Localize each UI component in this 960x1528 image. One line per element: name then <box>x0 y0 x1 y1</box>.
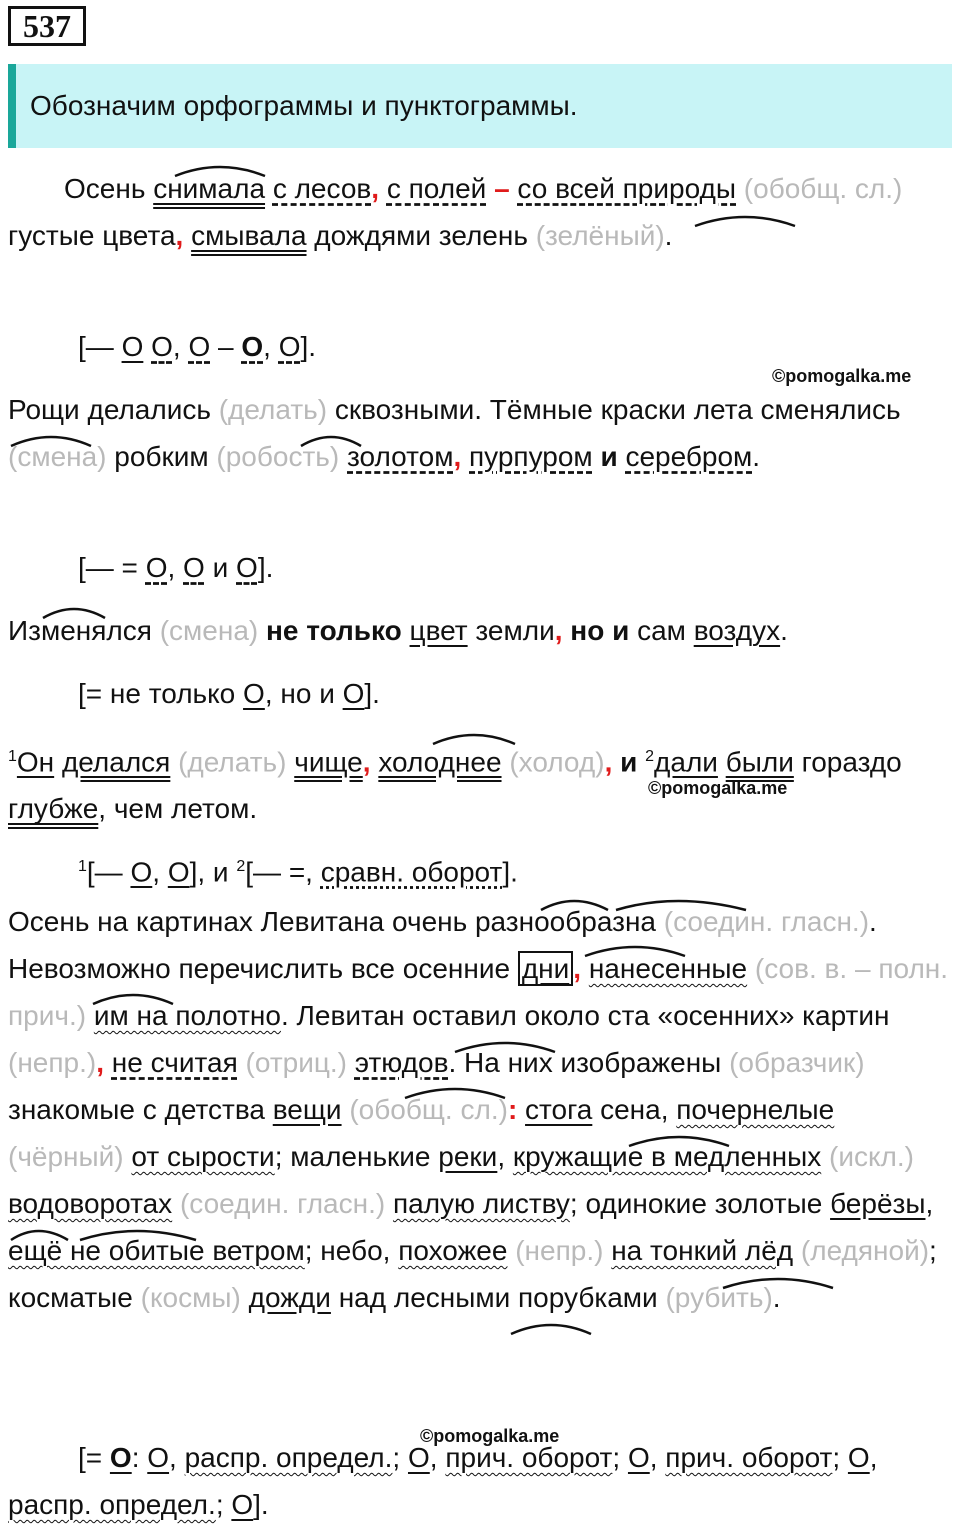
grammar-note: (соедин. гласн.) <box>663 906 870 937</box>
text <box>581 953 589 984</box>
text: , <box>869 1442 878 1473</box>
task-text: Обозначим орфограммы и пунктограммы. <box>30 90 578 121</box>
text: , <box>152 856 168 888</box>
text: [= не только <box>78 678 244 709</box>
text: , но и <box>264 678 343 709</box>
text: гораздо <box>793 746 902 778</box>
task-banner <box>8 64 952 148</box>
text: ; одинокие золотые <box>569 1188 831 1219</box>
scheme-5 <box>8 1434 952 1528</box>
text: . На них изображены <box>448 1047 730 1078</box>
text: . Невозможно перечислить все осенние <box>8 906 877 984</box>
text: , <box>429 1442 446 1473</box>
adverbial: этюдов <box>354 1047 449 1078</box>
text: ]. <box>300 331 317 362</box>
text: : <box>131 1442 148 1473</box>
text: [— <box>86 856 131 888</box>
grammar-note: (смена) <box>8 441 107 472</box>
text <box>265 173 273 204</box>
text: ]. <box>253 1489 269 1520</box>
scheme-member: О <box>121 331 144 362</box>
predicate: были <box>725 746 794 778</box>
text: Осень <box>64 173 154 204</box>
punctuation-mark: , <box>175 220 184 251</box>
text <box>517 1094 525 1125</box>
scheme-member: О <box>183 552 205 583</box>
text: . <box>780 615 788 646</box>
text <box>461 441 469 472</box>
adverbial: с полей <box>386 173 487 204</box>
grammar-note: (делать) <box>178 746 287 778</box>
grammar-note: (робость) <box>216 441 340 472</box>
text <box>486 173 494 204</box>
grammar-note: (зелёный) <box>535 220 665 251</box>
clause-index: 1 <box>78 858 87 875</box>
text <box>637 746 645 777</box>
text: , чем летом. <box>98 793 258 825</box>
punctuation-mark: : <box>507 1094 518 1125</box>
paragraph-3 <box>8 607 952 654</box>
text: . <box>752 441 761 472</box>
text: ; косматые <box>8 1235 937 1313</box>
scheme-member: О <box>167 856 190 888</box>
text: . <box>772 1282 781 1313</box>
text: , <box>167 552 184 583</box>
text: , <box>172 331 189 362</box>
punctuation-mark: , <box>604 746 613 778</box>
predicate: делался <box>61 746 171 778</box>
scheme-4 <box>78 843 518 895</box>
object: серебром <box>625 441 753 472</box>
text <box>379 173 387 204</box>
text: ]. <box>257 552 274 583</box>
participle-phrase: водоворотах <box>8 1188 173 1219</box>
grammar-note: (образчик) <box>729 1047 865 1078</box>
grammar-note: (соедин. гласн.) <box>179 1188 386 1219</box>
predicate: глубже <box>8 793 99 825</box>
grammar-note: (рубить) <box>665 1282 773 1313</box>
text <box>241 1282 249 1313</box>
text: [— =, <box>245 856 321 888</box>
conjunction: и <box>620 746 638 778</box>
grammar-note: (непр.) <box>515 1235 604 1266</box>
participle-phrase: почернелые <box>676 1094 835 1125</box>
scheme-member: прич. оборот <box>665 1442 833 1473</box>
text: Изменялся <box>8 615 160 646</box>
text <box>183 220 191 251</box>
scheme-member: О <box>847 1442 870 1473</box>
text: Рощи делались <box>8 394 219 425</box>
participle-phrase: палую листву <box>392 1188 570 1219</box>
paragraph-4 <box>8 733 952 832</box>
participle-phrase: от сырости <box>131 1141 275 1172</box>
text: [— <box>78 331 122 362</box>
scheme-member: О <box>130 856 153 888</box>
scheme-member: сравн. оборот <box>320 856 503 888</box>
text: [— = <box>78 552 146 583</box>
predicate: чище <box>294 746 363 778</box>
subject: реки <box>438 1141 498 1172</box>
paragraph-1 <box>8 165 952 259</box>
grammar-note: (искл.) <box>829 1141 914 1172</box>
grammar-note: (сов. в. – полн. прич.) <box>8 953 949 1031</box>
text: над лесными порубками <box>330 1282 666 1313</box>
text: ]. <box>364 678 380 709</box>
text <box>385 1188 393 1219</box>
adverbial: не считая <box>111 1047 238 1078</box>
scheme-member: О <box>231 1489 254 1520</box>
subject: дожди <box>248 1282 331 1313</box>
grammar-note: (непр.) <box>8 1047 97 1078</box>
text: . Левитан оставил около ста «осенних» картин <box>280 1000 890 1031</box>
participle-phrase: ещё не обитые ветром <box>8 1235 305 1266</box>
adjective-phrase: похожее <box>398 1235 508 1266</box>
text <box>402 615 410 646</box>
punctuation-mark: , <box>453 441 462 472</box>
text <box>238 1047 246 1078</box>
text: робким <box>106 441 217 472</box>
clause-index: 2 <box>236 858 246 875</box>
text: ], и <box>189 856 237 888</box>
scheme-member: О <box>188 331 211 362</box>
text <box>736 173 744 204</box>
scheme-member: О <box>278 331 301 362</box>
paragraph-5 <box>8 898 952 1321</box>
participle-phrase: им на полотно <box>93 1000 281 1031</box>
punctuation-mark: , <box>573 953 582 984</box>
predicate: смывала <box>191 220 307 251</box>
scheme-1 <box>78 323 316 370</box>
scheme-member: О <box>342 678 365 709</box>
adjective-phrase: на тонкий лёд <box>611 1235 794 1266</box>
text: ]. <box>502 856 518 888</box>
grammar-note: (обобщ. сл.) <box>743 173 903 204</box>
adverbial: со всей природы <box>517 173 737 204</box>
scheme-3 <box>78 670 380 717</box>
grammar-note: (смена) <box>159 615 259 646</box>
text <box>821 1141 829 1172</box>
text <box>54 746 62 777</box>
text: . <box>664 220 673 251</box>
adverbial: с лесов <box>272 173 372 204</box>
text <box>612 746 620 777</box>
clause-index: 1 <box>8 748 17 765</box>
punctuation-mark: – <box>494 173 510 204</box>
watermark: ©pomogalka.me <box>772 366 912 386</box>
text <box>104 1047 112 1078</box>
scheme-member: распр. определ. <box>184 1442 393 1473</box>
text: ; маленькие <box>274 1141 439 1172</box>
text: , <box>925 1188 934 1219</box>
object: золотом <box>347 441 454 472</box>
subject: берёзы <box>830 1188 926 1219</box>
text: знакомые с детства <box>8 1094 273 1125</box>
text <box>793 1235 801 1266</box>
subject: воздух <box>693 615 781 646</box>
grammar-note: (ледяной) <box>800 1235 930 1266</box>
text: , <box>169 1442 185 1473</box>
punctuation-mark: , <box>362 746 371 778</box>
text <box>339 441 347 472</box>
subject: цвет <box>409 615 468 646</box>
text <box>718 746 726 777</box>
grammar-note: (космы) <box>140 1282 241 1313</box>
scheme-member: О <box>109 1442 132 1473</box>
grammar-note: (обобщ. сл.) <box>349 1094 508 1125</box>
text: ; <box>215 1489 232 1520</box>
participle-phrase: кружащие в медленных <box>512 1141 822 1172</box>
subject: Он <box>16 746 55 778</box>
subject: стога <box>525 1094 593 1125</box>
text: Осень на картинах Левитана очень разнообразна <box>8 906 664 937</box>
scheme-member: О <box>147 1442 170 1473</box>
text: ; небо, <box>304 1235 399 1266</box>
subject: дни <box>518 951 573 986</box>
scheme-member: О <box>145 552 168 583</box>
subject: дали <box>654 746 718 778</box>
text <box>143 331 151 362</box>
grammar-note: (чёрный) <box>8 1141 124 1172</box>
text <box>747 953 755 984</box>
scheme-member: О <box>407 1442 430 1473</box>
grammar-note: (холод) <box>509 746 605 778</box>
text <box>170 746 178 777</box>
grammar-note: (отриц.) <box>245 1047 347 1078</box>
text <box>347 1047 355 1078</box>
scheme-member: О <box>243 678 265 709</box>
grammar-note: (делать) <box>218 394 328 425</box>
object: пурпуром <box>469 441 593 472</box>
text: дождями зелень <box>306 220 536 251</box>
scheme-member: О <box>151 331 173 362</box>
text: , <box>649 1442 666 1473</box>
text: сквозными. Тёмные краски лета сменялись <box>327 394 901 425</box>
conjunction: не только <box>266 615 402 646</box>
text <box>86 1000 94 1031</box>
text: – <box>210 331 242 362</box>
subject: вещи <box>272 1094 342 1125</box>
text: сена, <box>592 1094 677 1125</box>
text: ; <box>832 1442 848 1473</box>
text: [= <box>78 1442 110 1473</box>
text: , <box>263 331 279 362</box>
text: ; <box>612 1442 628 1473</box>
scheme-member: О <box>236 552 258 583</box>
watermark: ©pomogalka.me <box>420 1426 560 1446</box>
scheme-member: О <box>241 331 264 362</box>
conjunction: и <box>600 441 618 472</box>
punctuation-mark: , <box>554 615 563 646</box>
predicate: холоднее <box>378 746 502 778</box>
punctuation-mark: , <box>371 173 380 204</box>
scheme-2 <box>78 544 273 591</box>
text: и <box>204 552 237 583</box>
predicate: снимала <box>153 173 266 204</box>
text <box>258 615 266 646</box>
participle-phrase: нанесенные <box>588 953 748 984</box>
exercise-number: 537 <box>8 6 86 46</box>
text: густые цвета <box>8 220 176 251</box>
text: земли <box>467 615 555 646</box>
punctuation-mark: , <box>96 1047 104 1078</box>
paragraph-2 <box>8 386 952 480</box>
scheme-member: распр. определ. <box>8 1489 216 1520</box>
scheme-member: прич. оборот <box>445 1442 613 1473</box>
conjunction: но и <box>570 615 630 646</box>
text: ; <box>392 1442 408 1473</box>
text: сам <box>629 615 694 646</box>
watermark: ©pomogalka.me <box>648 778 788 798</box>
text: , <box>497 1141 513 1172</box>
clause-index: 2 <box>645 748 655 765</box>
scheme-member: О <box>627 1442 650 1473</box>
text <box>172 1188 180 1219</box>
